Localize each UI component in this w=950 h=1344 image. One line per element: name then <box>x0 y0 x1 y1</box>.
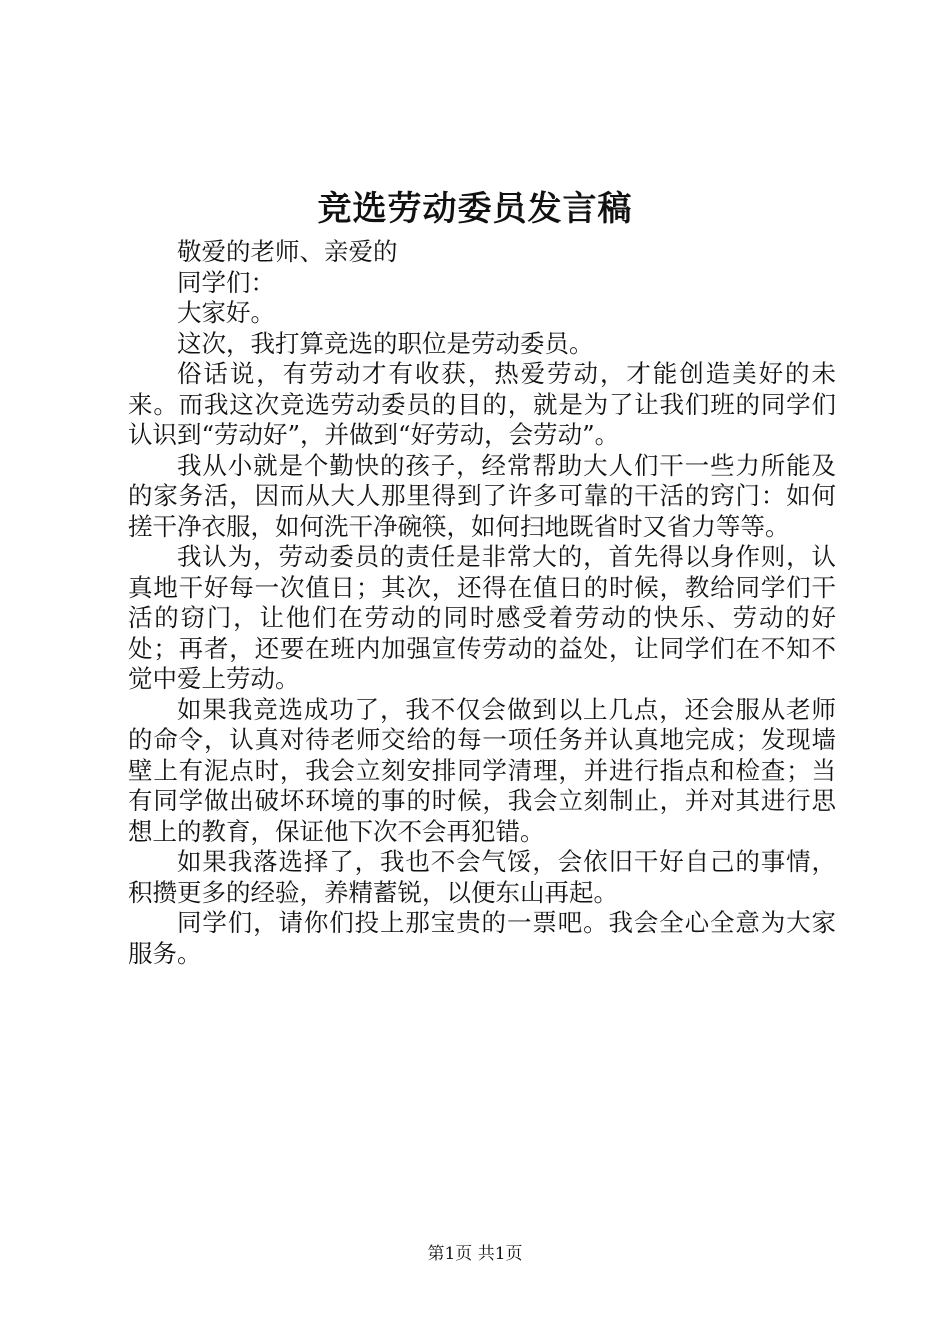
fallback-paragraph: 如果我落选择了，我也不会气馁，会依旧干好自己的事情，积攒更多的经验，养精蓄锐，以便东山再起。 <box>128 847 836 907</box>
purpose-paragraph: 俗话说，有劳动才有收获，热爱劳动，才能创造美好的未来。而我这次竞选劳动委员的目的，就是为了让我们班的同学们认识到“劳动好”，并做到“好劳动，会劳动”。 <box>128 359 836 449</box>
responsibility-paragraph: 我认为，劳动委员的责任是非常大的，首先得以身作则，认真地干好每一次值日；其次，还得在值日的时候，教给同学们干活的窃门，让他们在劳动的同时感受着劳动的快乐、劳动的好处；再者，还要在班内加强宣传劳动的益处，让同学们在不知不觉中爱上劳动。 <box>128 542 836 693</box>
salutation-line-1: 敬爱的老师、亲爱的 <box>177 237 398 266</box>
document-body <box>128 237 836 969</box>
closing-paragraph: 同学们，请你们投上那宝贵的一票吧。我会全心全意为大家服务。 <box>128 908 836 968</box>
page-footer: 第1页 共1页 <box>427 1244 523 1264</box>
greeting-paragraph: 大家好。 <box>177 298 275 327</box>
plan-paragraph: 如果我竞选成功了，我不仅会做到以上几点，还会服从老师的命令，认真对待老师交给的每一项任务并认真地完成；发现墙壁上有泥点时，我会立刻安排同学清理，并进行指点和检查；当有同学做出破坏环境的事的时候，我会立刻制止，并对其进行思想上的教育，保证他下次不会再犯错。 <box>128 694 836 846</box>
position-paragraph: 这次，我打算竞选的职位是劳动委员。 <box>177 328 594 358</box>
experience-paragraph: 我从小就是个勤快的孩子，经常帮助大人们干一些力所能及的家务活，因而从大人那里得到了许多可靠的干活的窍门：如何搓干净衣服，如何洗干净碗筷，如何扫地既省时又省力等等。 <box>128 450 836 541</box>
salutation-line-2: 同学们： <box>177 267 275 297</box>
page-title: 竞选劳动委员发言稿 <box>317 189 633 229</box>
